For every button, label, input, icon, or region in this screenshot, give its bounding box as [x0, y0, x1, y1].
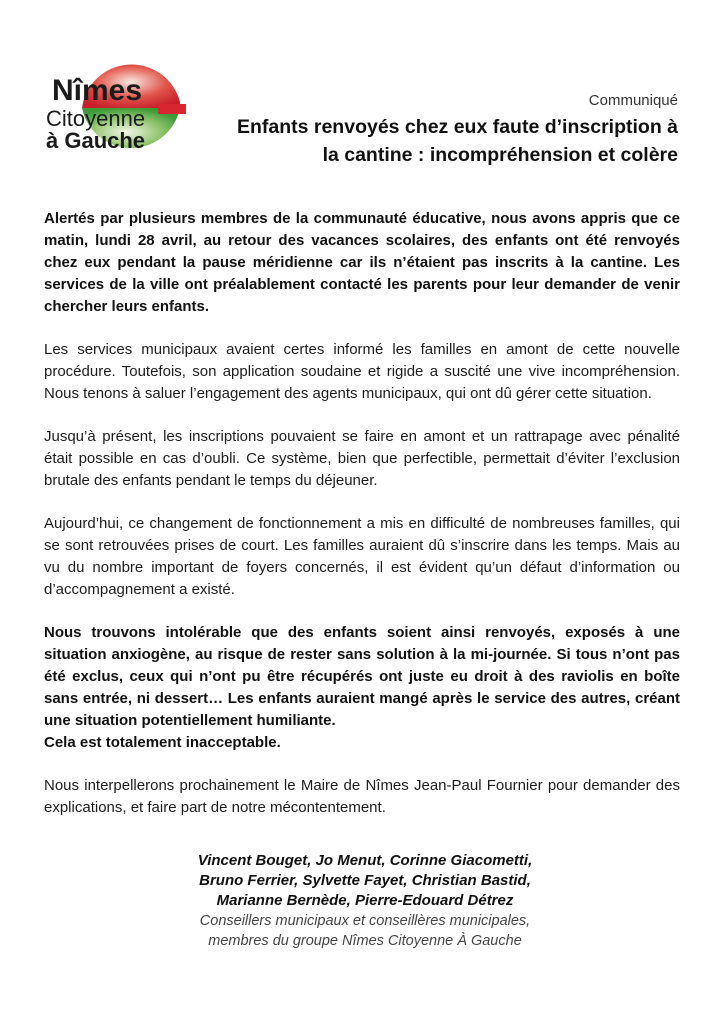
document-title — [178, 113, 678, 169]
logo-text-gauche: à Gauche — [46, 128, 146, 153]
document-header — [178, 92, 678, 169]
signatory-role-1: Conseillers municipaux et conseillères municipales, — [199, 913, 531, 929]
paragraph-intolerable-text: Nous trouvons intolérable que des enfants soient ainsi renvoyés, exposés à une situation anxiogène, au risque de rester sans solution à la mi-journée. Si tous n’ont pas été exclus, ceux qui n’ont pu être récupérés ont juste eu droit à des raviolis en boîte sans entrée, ni dessert… Les enfants auraient mangé après le service des autres, créant une situation potentiellement humiliante. — [44, 624, 680, 729]
paragraph-families: Aujourd’hui, ce changement de fonctionnement a mis en difficulté de nombreuses familles, qui se sont retrouvées prises de court. Les familles auraient dû s’inscrire dans les temps. Mais au vu du nombre important de foyers concernés, il est évident qu’un défaut d’information ou d’accompagnement a existé. — [44, 515, 680, 598]
signatory-role-2: membres du groupe Nîmes Citoyenne À Gauche — [208, 933, 522, 949]
logo-graphic — [30, 44, 190, 174]
paragraph-intro: Alertés par plusieurs membres de la communauté éducative, nous avons appris que ce matin, lundi 28 avril, au retour des vacances scolaires, des enfants ont été renvoyés chez eux pendant la pause méridienne car ils n’étaient pas inscrits à la cantine. Les services de la ville ont préalablement contacté les parents pour leur demander de venir chercher leurs enfants. — [44, 210, 680, 315]
paragraph-intolerable — [44, 622, 680, 754]
document-body — [44, 208, 680, 840]
title-line-2: la cantine : incompréhension et colère — [322, 144, 678, 166]
signature-block — [130, 851, 600, 951]
title-line-1: Enfants renvoyés chez eux faute d’inscription à — [236, 116, 678, 138]
party-logo — [30, 44, 190, 174]
logo-text-citoyenne: Citoyenne — [46, 106, 146, 131]
signatory-names-3: Marianne Bernède, Pierre-Edouard Détrez — [216, 892, 514, 909]
signatory-names-1: Vincent Bouget, Jo Menut, Corinne Giacometti, — [197, 852, 533, 869]
logo-text-nimes: Nîmes — [52, 74, 143, 107]
communique-label: Communiqué — [588, 92, 678, 109]
paragraph-mayor: Nous interpellerons prochainement le Maire de Nîmes Jean-Paul Fournier pour demander des explications, et faire part de notre mécontentement. — [44, 777, 680, 816]
paragraph-intolerable-conclusion: Cela est totalement inacceptable. — [44, 734, 281, 751]
paragraph-procedure: Les services municipaux avaient certes informé les familles en amont de cette nouvelle procédure. Toutefois, son application soudaine et rigide a suscité une vive incompréhension. Nous tenons à saluer l’engagement des agents municipaux, qui ont dû gérer cette situation. — [44, 341, 680, 402]
paragraph-previous-system: Jusqu’à présent, les inscriptions pouvaient se faire en amont et un rattrapage avec pénalité était possible en cas d’oubli. Ce système, bien que perfectible, permettait d’éviter l’exclusion brutale des enfants pendant le temps du déjeuner. — [44, 428, 680, 489]
signatory-names-2: Bruno Ferrier, Sylvette Fayet, Christian Bastid, — [199, 872, 531, 889]
